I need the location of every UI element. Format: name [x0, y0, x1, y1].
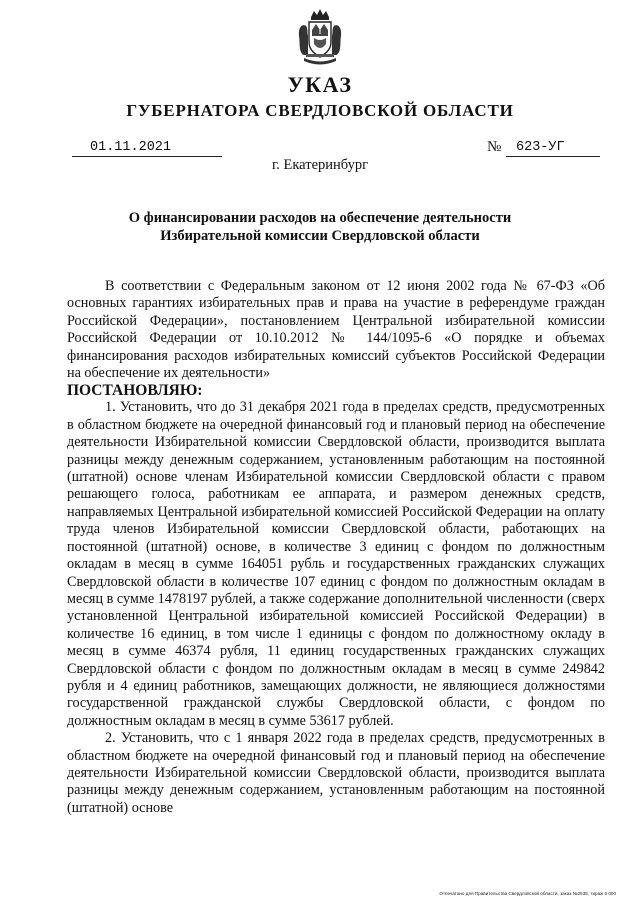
number-sign: № [487, 139, 502, 155]
document-subtitle: ГУБЕРНАТОРА СВЕРДЛОВСКОЙ ОБЛАСТИ [126, 101, 514, 120]
heading-line-1: О финансировании расходов на обеспечение деятельности [128, 210, 512, 226]
clause-1: 1. Установить, что до 31 декабря 2021 года в пределах средств, предусмотренных в областном бюджете на очередной финансовый год и плановый период на обеспечение деятельности Избирательной комиссии Свердловской области, производится выплата разницы между денежным содержанием, установленным работающим на постоянной (штатной) основе членам Избирательной комиссии Свердловской области с правом решающего голоса, работникам ее аппарата, и размером денежных средств, направляемых Центральной избирательной комиссией Российской Федерации на оплату труда членов Избирательной комиссии Свердловской области, работающих на постоянной (штатной) основе, в количестве 3 единиц с фондом по должностным окладам в месяц в сумме 164051 рубль и государственных гражданских служащих Свердловской области в количестве 107 единиц с фондом по должностным окладам в месяц в сумме 1478197 рублей, а также содержание дополнительной численности (сверх установленной Центральной избирательной комиссией Российской Федерации) в количестве 16 единиц, в том числе 1 единицы с фондом по должностному окладу в месяц в сумме 46374 рубля, 11 единиц государственных гражданских служащих Свердловской области с фондом по должностным окладам в месяц в сумме 249842 рубля и 4 единиц работников, замещающих должности, не являющиеся должностями государственной гражданской службы Свердловской области, с фондом по должностным окладам в месяц в сумме 53617 рублей. [67, 399, 605, 729]
clause-2: 2. Установить, что с 1 января 2022 года в пределах средств, предусмотренных в областном бюджете на очередной финансовый год и плановый период на обеспечение деятельности Избирательной комиссии Свердловской области, производится выплата разницы между денежным содержанием, установленным работающим на постоянной (штатной) основе [67, 730, 605, 816]
heading-line-2: Избирательной комиссии Свердловской области [160, 228, 480, 244]
decree-date: 01.11.2021 [72, 140, 222, 157]
decree-body [67, 278, 605, 817]
decree-heading [80, 209, 560, 245]
decree-number: 623-УГ [506, 140, 600, 157]
coat-of-arms-icon [296, 8, 344, 68]
preamble-paragraph: В соответствии с Федеральным законом от 12 июня 2002 года № 67-ФЗ «Об основных гарантиях избирательных прав и права на участие в референдуме граждан Российской Федерации», постановлением Центральной избирательной комиссии Российской Федерации от 10.10.2012 № 144/1095-6 «О порядке и объемах финансирования расходов избирательных комиссий субъектов Российской Федерации на обеспечение их деятельности» [67, 278, 605, 382]
document-title: УКАЗ [287, 72, 353, 97]
city-name: г. Екатеринбург [271, 157, 369, 173]
decree-word: ПОСТАНОВЛЯЮ: [67, 382, 203, 400]
print-footnote: Отпечатано для Правительства Свердловской области, заказ №2535, тираж 6 000 [439, 891, 616, 896]
